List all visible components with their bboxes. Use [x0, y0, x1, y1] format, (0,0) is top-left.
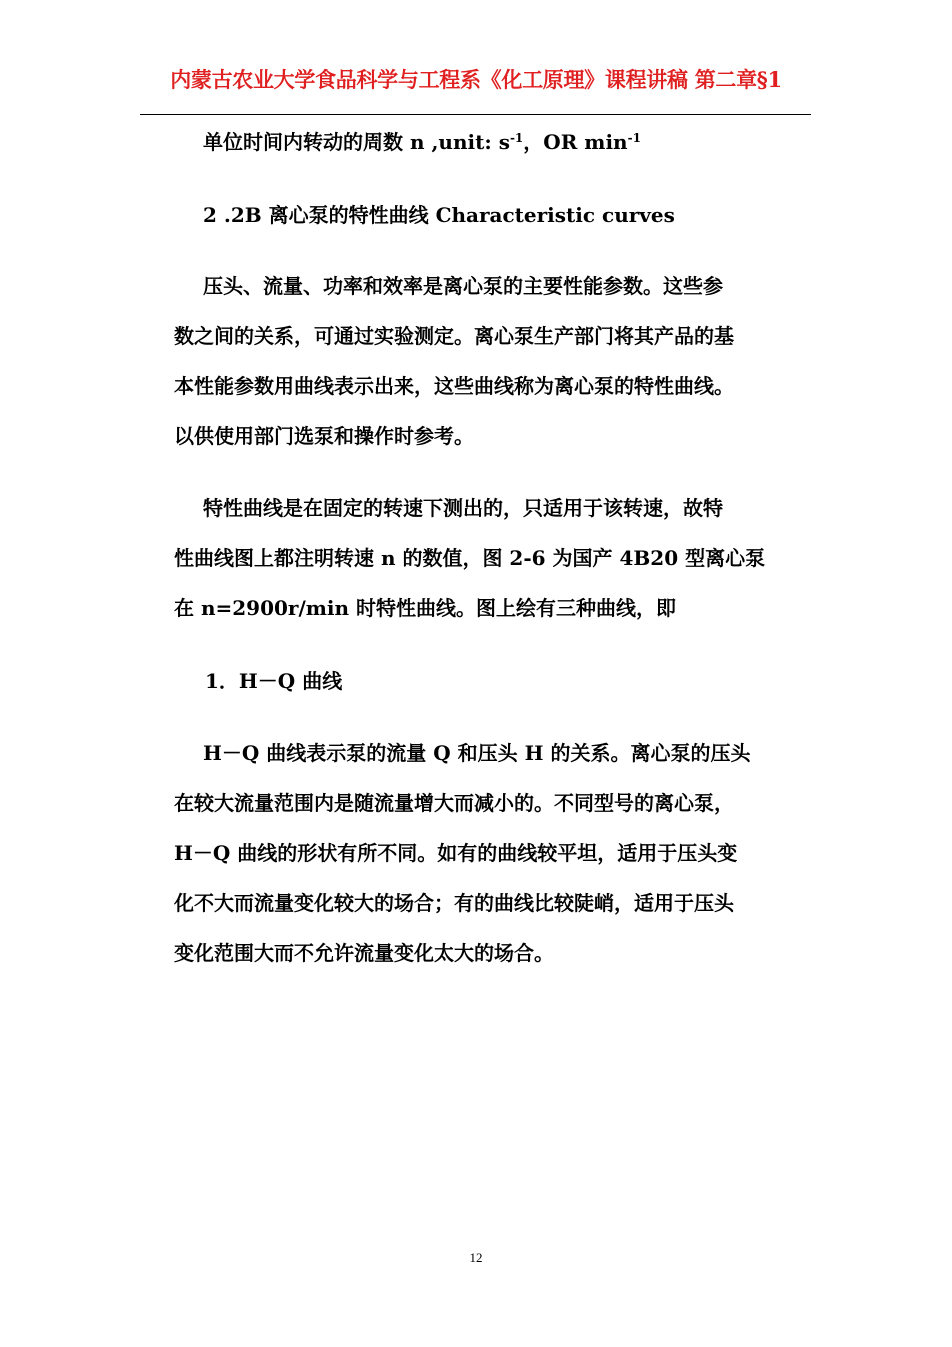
paragraph3-line: H－Q 曲线表示泵的流量 Q 和压头 H 的关系。离心泵的压头 — [203, 741, 751, 765]
paragraph3-line: 化不大而流量变化较大的场合；有的曲线比较陡峭，适用于压头 — [174, 891, 734, 915]
unit-line — [203, 130, 641, 154]
paragraph2-line: 性曲线图上都注明转速 n 的数值，图 2-6 为国产 4B20 型离心泵 — [174, 546, 766, 570]
paragraph2-line: 在 n=2900r/min 时特性曲线。图上绘有三种曲线，即 — [174, 596, 677, 620]
subheading: 1．H－Q 曲线 — [205, 669, 343, 693]
unit-superscript-2: -1 — [627, 131, 641, 145]
paragraph1-line: 本性能参数用曲线表示出来，这些曲线称为离心泵的特性曲线。 — [174, 374, 734, 398]
paragraph3-line: 在较大流量范围内是随流量增大而减小的。不同型号的离心泵， — [174, 791, 734, 815]
section-heading: 2 .2B 离心泵的特性曲线 Characteristic curves — [203, 203, 675, 227]
paragraph3-line: 变化范围大而不允许流量变化太大的场合。 — [174, 941, 554, 965]
unit-line-text: 单位时间内转动的周数 n ,unit: s — [203, 130, 510, 154]
unit-line-mid: ，OR min — [523, 130, 628, 154]
paragraph1-line: 数之间的关系，可通过实验测定。离心泵生产部门将其产品的基 — [174, 324, 734, 348]
unit-superscript-1: -1 — [509, 131, 524, 145]
paragraph3-line: H－Q 曲线的形状有所不同。如有的曲线较平坦，适用于压头变 — [174, 841, 738, 865]
paragraph2-line: 特性曲线是在固定的转速下测出的，只适用于该转速，故特 — [203, 496, 723, 520]
page-number: 12 — [469, 1250, 483, 1265]
header-divider — [140, 114, 811, 115]
paragraph1-line: 压头、流量、功率和效率是离心泵的主要性能参数。这些参 — [203, 274, 723, 298]
page-header-title: 内蒙古农业大学食品科学与工程系《化工原理》课程讲稿 第二章§1 — [170, 67, 782, 92]
paragraph1-line: 以供使用部门选泵和操作时参考。 — [174, 424, 474, 448]
